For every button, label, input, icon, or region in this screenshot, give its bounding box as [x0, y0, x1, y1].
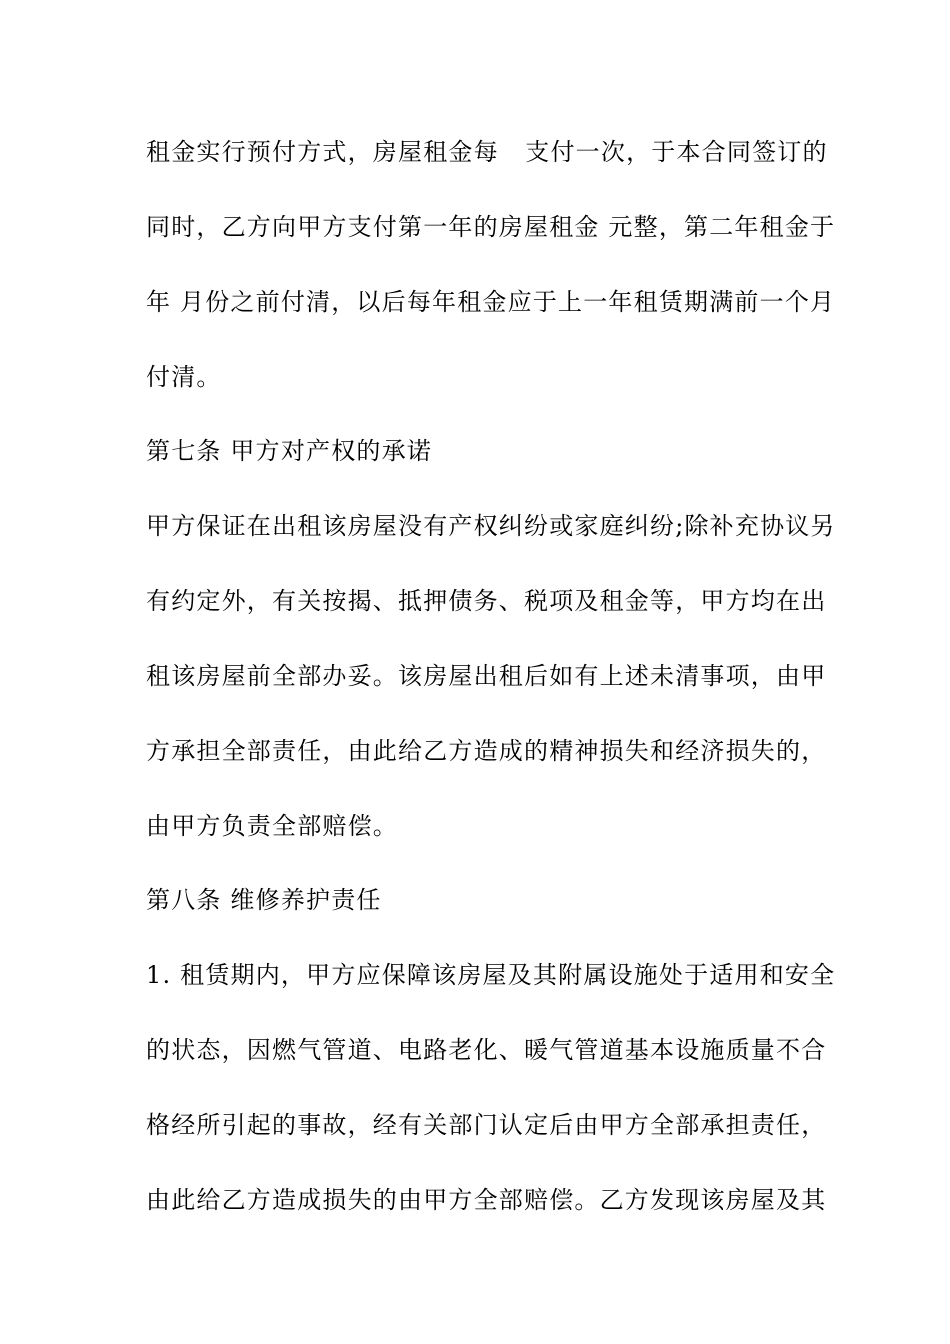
text-line: 有约定外，有关按揭、抵押债务、税项及租金等，甲方均在出: [146, 587, 827, 615]
text-line: 的状态，因燃气管道、电路老化、暖气管道基本设施质量不合: [146, 1036, 827, 1064]
text-line: 由甲方负责全部赔偿。: [146, 812, 398, 840]
text-line: 年 月份之前付清，以后每年租金应于上一年租赁期满前一个月: [146, 288, 836, 316]
section-heading-article-8: 第八条 维修养护责任: [146, 886, 382, 914]
text-line: 租该房屋前全部办妥。该房屋出租后如有上述未清事项，由甲: [146, 662, 827, 690]
text-line: 方承担全部责任，由此给乙方造成的精神损失和经济损失的，: [146, 737, 827, 765]
section-heading-article-7: 第七条 甲方对产权的承诺: [146, 437, 433, 465]
text-line: 格经所引起的事故，经有关部门认定后由甲方全部承担责任，: [146, 1111, 827, 1139]
text-line: 付清。: [146, 363, 222, 391]
text-line: 同时，乙方向甲方支付第一年的房屋租金 元整，第二年租金于: [146, 213, 836, 241]
text-line: 租金实行预付方式，房屋租金每 支付一次，于本合同签订的: [146, 138, 828, 166]
text-line: 由此给乙方造成损失的由甲方全部赔偿。乙方发现该房屋及其: [146, 1186, 827, 1214]
text-line: 1. 租赁期内，甲方应保障该房屋及其附属设施处于适用和安全: [146, 961, 836, 989]
text-line: 甲方保证在出租该房屋没有产权纠纷或家庭纠纷;除补充协议另: [146, 512, 836, 540]
